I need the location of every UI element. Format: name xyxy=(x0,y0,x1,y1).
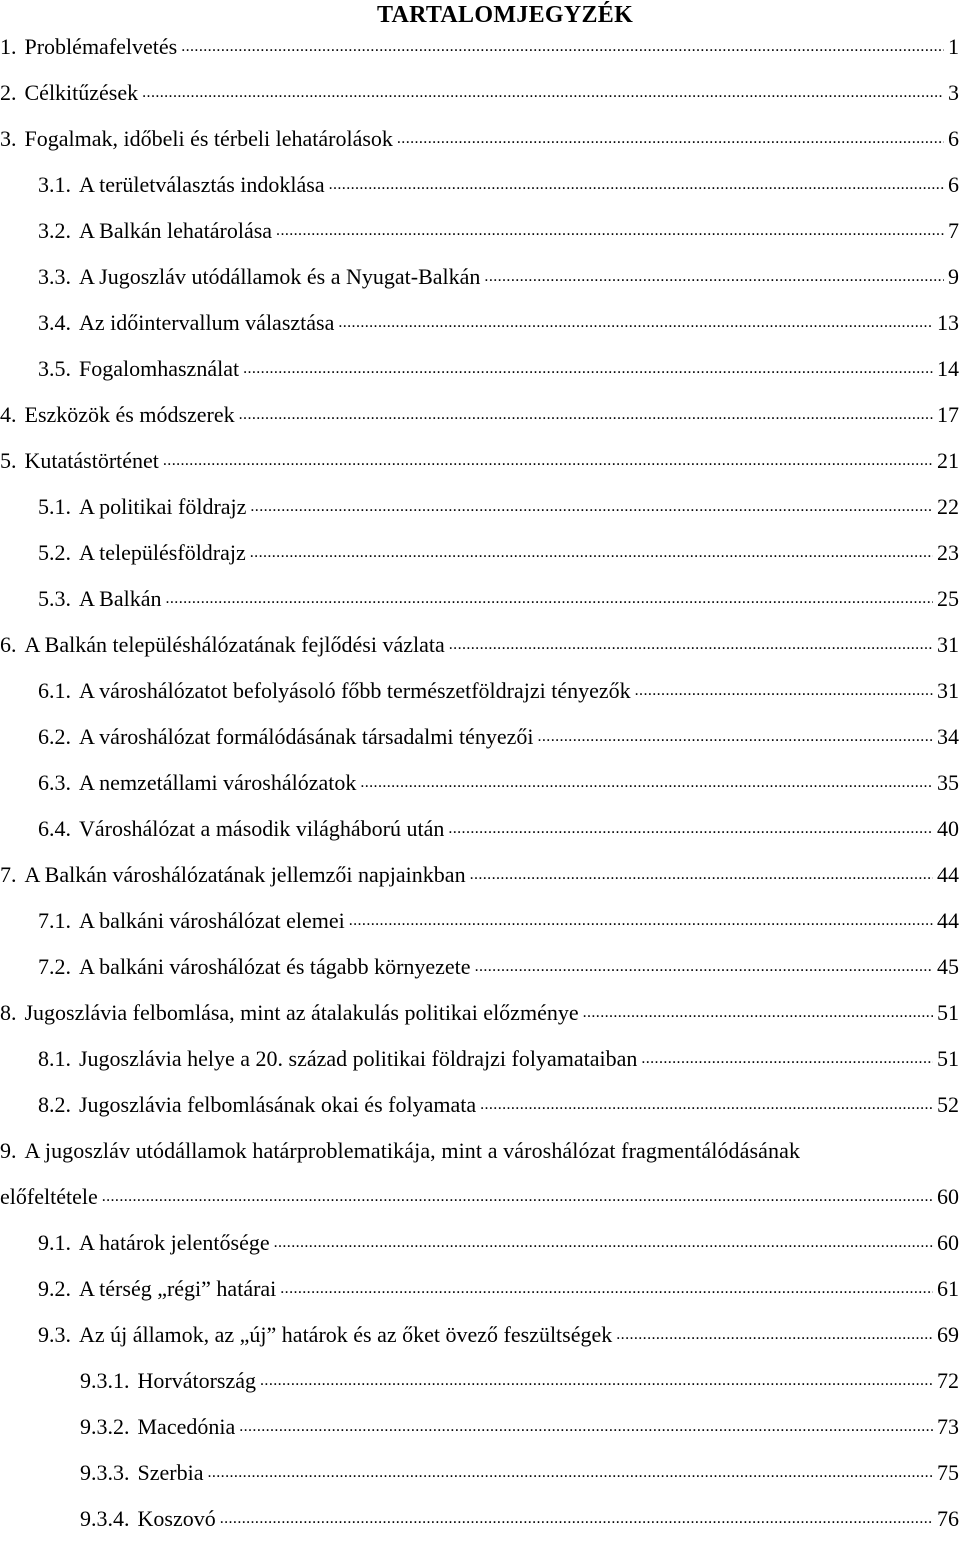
toc-entry-page: 6 xyxy=(948,172,959,197)
toc-entry[interactable] xyxy=(0,1496,960,1542)
toc-entry-number: 7.2. xyxy=(38,954,71,979)
toc-leader-dots xyxy=(142,82,944,104)
toc-entry-number: 6.2. xyxy=(38,724,71,749)
toc-entry-page: 75 xyxy=(937,1460,959,1485)
toc-entry-page: 60 xyxy=(937,1230,959,1255)
toc-entry-label: A városhálózat formálódásának társadalmi tényezői xyxy=(79,724,534,749)
toc-leader-dots xyxy=(583,1002,933,1024)
toc-title: TARTALOMJEGYZÉK xyxy=(376,2,634,28)
toc-entry-page: 51 xyxy=(937,1046,959,1071)
toc-entry-number: 9. xyxy=(0,1138,17,1163)
toc-entry-label: Koszovó xyxy=(137,1506,216,1531)
toc-entry-number: 6. xyxy=(0,632,17,657)
toc-leader-dots xyxy=(480,1094,933,1116)
toc-entry[interactable] xyxy=(0,622,960,668)
toc-entry-label: A településföldrajz xyxy=(79,540,246,565)
toc-entry-page: 51 xyxy=(937,1000,959,1025)
toc-entry-label: Macedónia xyxy=(137,1414,236,1439)
toc-entry-page: 44 xyxy=(937,862,959,887)
toc-entry-9-line2[interactable] xyxy=(0,1174,960,1220)
toc-leader-dots xyxy=(329,174,944,196)
toc-entry-page: 35 xyxy=(937,770,959,795)
toc-leader-dots xyxy=(397,128,944,150)
toc-entry-page: 40 xyxy=(937,816,959,841)
toc-entry-page: 1 xyxy=(948,34,959,59)
toc-entry-number: 7.1. xyxy=(38,908,71,933)
toc-leader-dots xyxy=(449,634,933,656)
toc-entry[interactable] xyxy=(0,162,960,208)
toc-leader-dots xyxy=(220,1508,933,1530)
toc-entry[interactable] xyxy=(0,1358,960,1404)
toc-entry-page: 61 xyxy=(937,1276,959,1301)
toc-leader-dots xyxy=(448,818,933,840)
toc-entry[interactable] xyxy=(0,208,960,254)
toc-entry-label: Szerbia xyxy=(137,1460,204,1485)
toc-entry-label: A területválasztás indoklása xyxy=(79,172,325,197)
toc-entry-label: A politikai földrajz xyxy=(79,494,247,519)
table-of-contents xyxy=(0,24,960,1542)
toc-entry[interactable] xyxy=(0,254,960,300)
toc-entry[interactable] xyxy=(0,346,960,392)
toc-entry-label: A jugoszláv utódállamok határproblematikája, mint a városhálózat fragmentálódásának xyxy=(24,1138,801,1163)
toc-leader-dots xyxy=(349,910,933,932)
toc-entry-label: Kutatástörténet xyxy=(24,448,159,473)
toc-entry-label: Problémafelvetés xyxy=(24,34,178,59)
toc-entry-number: 9.3. xyxy=(38,1322,71,1347)
toc-entry-page: 60 xyxy=(937,1184,959,1209)
toc-leader-dots xyxy=(250,496,933,518)
toc-leader-dots xyxy=(102,1186,933,1208)
toc-entry[interactable] xyxy=(0,1312,960,1358)
toc-leader-dots xyxy=(616,1324,933,1346)
toc-entry[interactable] xyxy=(0,392,960,438)
toc-entry-number: 1. xyxy=(0,34,17,59)
toc-entry-number: 8.1. xyxy=(38,1046,71,1071)
toc-entry-page: 31 xyxy=(937,632,959,657)
toc-entry[interactable] xyxy=(0,668,960,714)
toc-leader-dots xyxy=(484,266,944,288)
toc-entry-label: Városhálózat a második világháború után xyxy=(79,816,445,841)
toc-entry-page: 7 xyxy=(948,218,959,243)
toc-entry-number: 7. xyxy=(0,862,17,887)
toc-entry[interactable] xyxy=(0,300,960,346)
toc-entry-label: Fogalmak, időbeli és térbeli lehatárolások xyxy=(24,126,393,151)
toc-entry-page: 14 xyxy=(937,356,959,381)
toc-leader-dots xyxy=(163,450,933,472)
toc-entry-page: 31 xyxy=(937,678,959,703)
toc-entry[interactable] xyxy=(0,852,960,898)
toc-leader-dots xyxy=(475,956,933,978)
toc-entry-number: 3.3. xyxy=(38,264,71,289)
toc-entry[interactable] xyxy=(0,1450,960,1496)
toc-entry-page: 3 xyxy=(948,80,959,105)
toc-leader-dots xyxy=(239,404,933,426)
toc-entry-page: 23 xyxy=(937,540,959,565)
toc-entry-page: 22 xyxy=(937,494,959,519)
toc-entry-label: A Balkán lehatárolása xyxy=(79,218,273,243)
toc-entry-number: 3.5. xyxy=(38,356,71,381)
toc-entry-number: 5.3. xyxy=(38,586,71,611)
toc-entry-page: 25 xyxy=(937,586,959,611)
toc-entry[interactable] xyxy=(0,1220,960,1266)
toc-entry-label: előfeltétele xyxy=(0,1184,98,1209)
toc-entry-page: 9 xyxy=(948,264,959,289)
toc-entry[interactable] xyxy=(0,898,960,944)
toc-entry[interactable] xyxy=(0,116,960,162)
toc-entry-number: 6.1. xyxy=(38,678,71,703)
toc-entry-label: Jugoszlávia helye a 20. század politikai földrajzi folyamataiban xyxy=(79,1046,638,1071)
toc-leader-dots xyxy=(181,36,944,58)
toc-entry-label: Jugoszlávia felbomlásának okai és folyamata xyxy=(79,1092,477,1117)
toc-leader-dots xyxy=(338,312,933,334)
toc-entry[interactable] xyxy=(0,484,960,530)
toc-entry-label: A Balkán xyxy=(79,586,162,611)
toc-entry-9-line1[interactable] xyxy=(0,1128,960,1174)
toc-entry-label: Jugoszlávia felbomlása, mint az átalakulás politikai előzménye xyxy=(24,1000,579,1025)
toc-entry-label: Az időintervallum választása xyxy=(79,310,335,335)
toc-entry-number: 6.4. xyxy=(38,816,71,841)
toc-entry-number: 8.2. xyxy=(38,1092,71,1117)
toc-entry-number: 3.4. xyxy=(38,310,71,335)
toc-leader-dots xyxy=(360,772,933,794)
toc-entry-page: 34 xyxy=(937,724,959,749)
toc-entry-page: 44 xyxy=(937,908,959,933)
toc-leader-dots xyxy=(276,220,944,242)
toc-entry-page: 21 xyxy=(937,448,959,473)
toc-leader-dots xyxy=(243,358,933,380)
toc-entry-number: 3.2. xyxy=(38,218,71,243)
toc-entry[interactable] xyxy=(0,1404,960,1450)
toc-entry[interactable] xyxy=(0,438,960,484)
toc-entry-page: 13 xyxy=(937,310,959,335)
toc-entry-page: 76 xyxy=(937,1506,959,1531)
toc-entry[interactable] xyxy=(0,70,960,116)
toc-entry[interactable] xyxy=(0,806,960,852)
toc-entry[interactable] xyxy=(0,1082,960,1128)
toc-entry-label: A nemzetállami városhálózatok xyxy=(79,770,357,795)
toc-entry-page: 6 xyxy=(948,126,959,151)
toc-entry-number: 5.1. xyxy=(38,494,71,519)
toc-entry-number: 9.3.1. xyxy=(80,1368,130,1393)
toc-entry[interactable] xyxy=(0,576,960,622)
toc-entry[interactable] xyxy=(0,1036,960,1082)
toc-entry-label: Az új államok, az „új” határok és az őket övező feszültségek xyxy=(79,1322,613,1347)
toc-entry-number: 9.2. xyxy=(38,1276,71,1301)
toc-entry-number: 9.3.4. xyxy=(80,1506,130,1531)
toc-entry[interactable] xyxy=(0,530,960,576)
toc-entry-number: 2. xyxy=(0,80,17,105)
toc-entry-number: 9.1. xyxy=(38,1230,71,1255)
toc-entry-label: Horvátország xyxy=(137,1368,257,1393)
toc-entry-label: A Balkán városhálózatának jellemzői napjainkban xyxy=(24,862,466,887)
toc-entry[interactable] xyxy=(0,944,960,990)
toc-entry[interactable] xyxy=(0,24,960,70)
toc-entry-label: A Jugoszláv utódállamok és a Nyugat-Balkán xyxy=(79,264,481,289)
toc-entry-number: 9.3.2. xyxy=(80,1414,130,1439)
toc-entry[interactable] xyxy=(0,990,960,1036)
toc-entry-label: A térség „régi” határai xyxy=(79,1276,277,1301)
toc-entry-label: A határok jelentősége xyxy=(79,1230,270,1255)
toc-entry-page: 73 xyxy=(937,1414,959,1439)
toc-entry-label: Célkitűzések xyxy=(24,80,139,105)
toc-entry-page: 72 xyxy=(937,1368,959,1393)
toc-leader-dots xyxy=(207,1462,933,1484)
toc-entry-number: 6.3. xyxy=(38,770,71,795)
toc-leader-dots xyxy=(538,726,934,748)
toc-entry-number: 9.3.3. xyxy=(80,1460,130,1485)
toc-entry-label: A balkáni városhálózat elemei xyxy=(79,908,345,933)
toc-leader-dots xyxy=(635,680,933,702)
toc-entry[interactable] xyxy=(0,1266,960,1312)
toc-entry-label: A balkáni városhálózat és tágabb környezete xyxy=(79,954,471,979)
toc-entry-page: 69 xyxy=(937,1322,959,1347)
toc-entry-number: 3.1. xyxy=(38,172,71,197)
toc-entry-number: 3. xyxy=(0,126,17,151)
toc-leader-dots xyxy=(274,1232,933,1254)
toc-leader-dots xyxy=(470,864,933,886)
toc-entry[interactable] xyxy=(0,760,960,806)
toc-entry-page: 52 xyxy=(937,1092,959,1117)
toc-leader-dots xyxy=(166,588,934,610)
toc-entry-number: 8. xyxy=(0,1000,17,1025)
toc-entry-number: 4. xyxy=(0,402,17,427)
toc-leader-dots xyxy=(260,1370,933,1392)
toc-entry-page: 17 xyxy=(937,402,959,427)
toc-entry-label: Eszközök és módszerek xyxy=(24,402,235,427)
toc-entry-number: 5.2. xyxy=(38,540,71,565)
toc-entry-page: 45 xyxy=(937,954,959,979)
toc-entry-label: Fogalomhasználat xyxy=(79,356,240,381)
toc-leader-dots xyxy=(239,1416,933,1438)
toc-entry-number: 5. xyxy=(0,448,17,473)
toc-entry-label: A városhálózatot befolyásoló főbb természetföldrajzi tényezők xyxy=(79,678,631,703)
toc-leader-dots xyxy=(641,1048,933,1070)
toc-leader-dots xyxy=(250,542,933,564)
toc-entry-label: A Balkán településhálózatának fejlődési vázlata xyxy=(24,632,445,657)
toc-entry[interactable] xyxy=(0,714,960,760)
toc-leader-dots xyxy=(280,1278,933,1300)
